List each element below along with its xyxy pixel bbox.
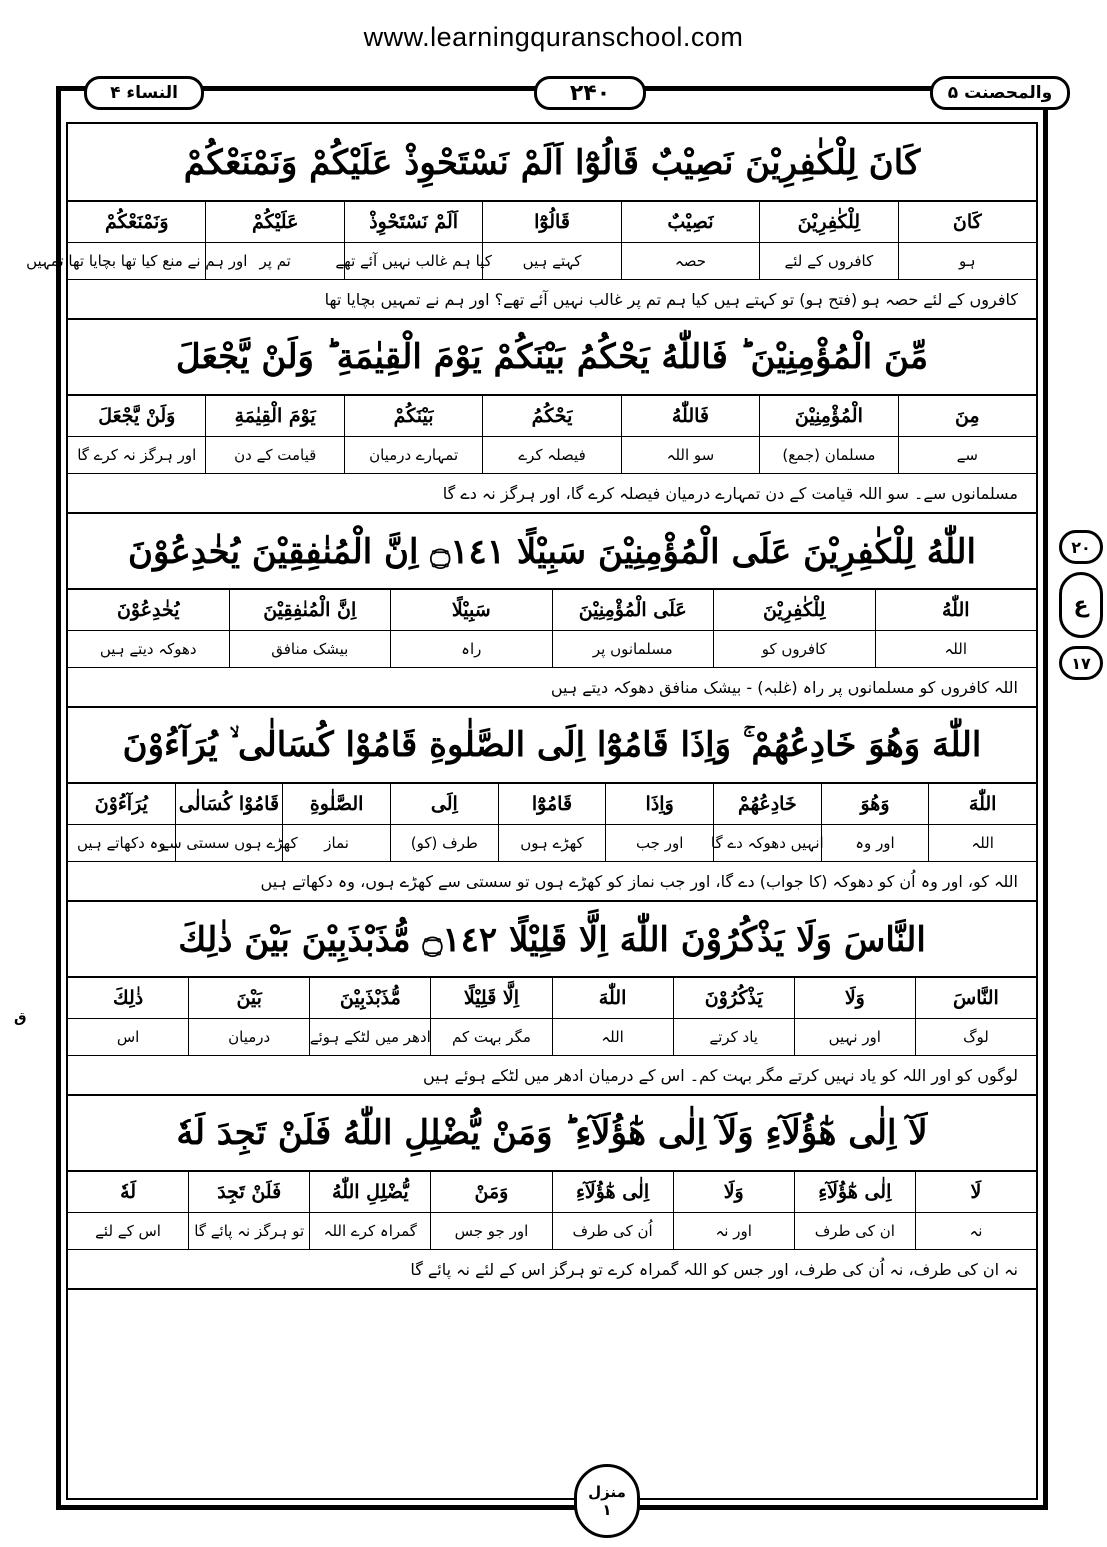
urdu-meaning-cell: مگر بہت کم [430,1019,551,1055]
urdu-meaning-cell: اور نہ [673,1213,794,1249]
urdu-meaning-cell: کیا ہم غالب نہیں آئے تھے [344,243,482,279]
urdu-meaning-cell: مسلمانوں پر [552,631,714,667]
meaning-row [68,631,1036,668]
arabic-word-cell: لَهٗ [120,1181,137,1203]
urdu-meaning-cell: اور جب [605,825,713,861]
urdu-meaning-cell: راہ [390,631,552,667]
word-row [68,202,1036,243]
urdu-meaning-cell: طرف (کو) [390,825,498,861]
meaning-row [68,825,1036,862]
arabic-word-cell: يُرَآءُوْنَ [94,793,148,815]
arabic-word-cell: النَّاسَ [915,978,1036,1018]
urdu-meaning-cell: تمہارے درمیان [344,437,482,473]
word-row [68,590,1036,631]
arabic-word-cell: اِلَى [390,784,498,824]
arabic-word-cell: مُّذَبْذَبِيْنَ [309,978,430,1018]
ayah-line: لَآ اِلٰى هٰٓؤُلَآءِ وَلَآ اِلٰى هٰٓؤُلَآءِ ؕ وَمَنْ يُّضْلِلِ اللّٰهُ فَلَنْ تَجِدَ لَهٗ [68,1096,1036,1172]
arabic-word-cell: الصَّلٰوةِ [282,784,390,824]
arabic-word-cell: اللّٰهَ [552,978,673,1018]
side-marker-bottom: ۱۷ [1059,646,1103,680]
urdu-meaning-cell: اور نہیں [794,1019,915,1055]
word-row [68,396,1036,437]
urdu-meaning-cell: کافروں کو [713,631,875,667]
arabic-word-cell: يَحْكُمُ [482,396,620,436]
ayah-line: كَانَ لِلْكٰفِرِيْنَ نَصِيْبٌ قَالُوْٓا اَلَمْ نَسْتَحْوِذْ عَلَيْكُمْ وَنَمْنَعْكُمْ [68,126,1036,202]
urdu-meaning-cell: حصہ [621,243,759,279]
translation-line: مسلمانوں سے۔ سو اللہ قیامت کے دن تمہارے درمیان فیصلہ کرے گا، اور ہرگز نہ دے گا [68,474,1036,514]
urdu-meaning-cell: فیصلہ کرے [482,437,620,473]
verse-block [68,514,1036,708]
urdu-meaning-cell: اللہ [552,1019,673,1055]
waqf-margin-mark: ق [14,1010,27,1026]
arabic-word-cell: كَانَ [898,202,1036,242]
urdu-meaning-cell: کھڑے ہوں [498,825,606,861]
urdu-meaning-cell: قیامت کے دن [205,437,343,473]
verse-block [68,1096,1036,1290]
verse-block [68,320,1036,514]
site-url: www.learningquranschool.com [363,22,744,52]
arabic-word-cell: وَاِذَا [605,784,713,824]
ayah-line: مِّنَ الْمُؤْمِنِيْنَ ؕ فَاللّٰهُ يَحْكُمُ بَيْنَكُمْ يَوْمَ الْقِيٰمَةِ ؕ وَلَنْ يَّجْعَلَ [68,320,1036,396]
urdu-meaning-cell: اور ہم نے منع کیا تھا بچایا تھا تمہیں [26,252,248,270]
urdu-meaning-cell: یاد کرتے [673,1019,794,1055]
arabic-word-cell: قَامُوْٓا [498,784,606,824]
ayah-line: النَّاسَ وَلَا يَذْكُرُوْنَ اللّٰهَ اِلَّا قَلِيْلًا ۝١٤٢ مُّذَبْذَبِيْنَ بَيْنَ ذٰلِكَ [68,902,1036,978]
arabic-word-cell: اِلٰى هٰٓؤُلَآءِ [794,1172,915,1212]
urdu-meaning-cell: ہو [898,243,1036,279]
urdu-meaning-cell: کہتے ہیں [482,243,620,279]
arabic-word-cell: وَلَا [673,1172,794,1212]
urdu-meaning-cell: اللہ [875,631,1037,667]
urdu-meaning-cell: اس کے لئے [95,1222,161,1240]
urdu-meaning-cell: وہ دکھاتے ہیں [77,834,166,852]
arabic-word-cell: اَلَمْ نَسْتَحْوِذْ [344,202,482,242]
urdu-meaning-cell: اور وہ [821,825,929,861]
ayah-line: اللّٰهُ لِلْكٰفِرِيْنَ عَلَى الْمُؤْمِنِيْنَ سَبِيْلًا ۝١٤١ اِنَّ الْمُنٰفِقِيْنَ يُخٰدِعُوْنَ [68,514,1036,590]
meaning-row [68,1019,1036,1056]
arabic-word-cell: لِلْكٰفِرِيْنَ [713,590,875,630]
arabic-word-cell: لِلْكٰفِرِيْنَ [759,202,897,242]
manzil-marker [574,1464,640,1538]
urdu-meaning-cell: انہیں دھوکہ دے گا [713,825,821,861]
arabic-word-cell: اِلٰى هٰٓؤُلَآءِ [552,1172,673,1212]
manzil-number: ۱ [602,1501,612,1519]
page-number: ۲۴۰ [534,76,646,110]
verse-block [68,902,1036,1096]
meaning-row [68,1213,1036,1250]
urdu-meaning-cell: کھڑے ہوں سستی سے [175,825,283,861]
arabic-word-cell: سَبِيْلًا [390,590,552,630]
urdu-meaning-cell: اور جو جس [430,1213,551,1249]
word-row [68,784,1036,825]
urdu-meaning-cell: ادھر میں لٹکے ہوئے [309,1019,430,1055]
urdu-meaning-cell: کافروں کے لئے [759,243,897,279]
arabic-word-cell: يُّضْلِلِ اللّٰهُ [309,1172,430,1212]
arabic-word-cell: فَلَنْ تَجِدَ [188,1172,309,1212]
arabic-word-cell: بَيْنَ [188,978,309,1018]
translation-line: کافروں کے لئے حصہ ہو (فتح ہو) تو کہتے ہیں کیا ہم تم پر غالب نہیں آئے تھے؟ اور ہم نے تمہیں بچایا تھا [68,280,1036,320]
urdu-meaning-cell: اس [116,1028,140,1046]
arabic-word-cell: وَهُوَ [821,784,929,824]
arabic-word-cell: وَلَا [794,978,915,1018]
meaning-row [26,243,1036,280]
arabic-word-cell: نَصِيْبٌ [621,202,759,242]
meaning-row [68,437,1036,474]
arabic-word-cell: وَنَمْنَعْكُمْ [105,211,169,233]
urdu-meaning-cell: ان کی طرف [794,1213,915,1249]
word-row [68,978,1036,1019]
juz-name-label: والمحصنت ۵ [930,76,1070,110]
urdu-meaning-cell: مسلمان (جمع) [759,437,897,473]
translation-line: اللہ کو، اور وہ اُن کو دھوکہ (کا جواب) دے گا، اور جب نماز کو کھڑے ہوں تو سستی سے کھڑے ہوں، وہ دکھاتے ہیں [68,862,1036,902]
arabic-word-cell: لَا [915,1172,1036,1212]
urdu-meaning-cell: نہ [915,1213,1036,1249]
arabic-word-cell: يَذْكُرُوْنَ [673,978,794,1018]
arabic-word-cell: وَمَنْ [430,1172,551,1212]
translation-line: لوگوں کو اور اللہ کو یاد نہیں کرتے مگر بہت کم۔ اس کے درمیان ادھر میں لٹکے ہوئے ہیں [68,1056,1036,1096]
urdu-meaning-cell: لوگ [915,1019,1036,1055]
arabic-word-cell: اِلَّا قَلِيْلًا [430,978,551,1018]
urdu-meaning-cell: درمیان [188,1019,309,1055]
ayah-line: اللّٰهَ وَهُوَ خَادِعُهُمْ ۚ وَاِذَا قَامُوْٓا اِلَى الصَّلٰوةِ قَامُوْا كُسَالٰى ۙ يُرَآءُوْنَ [68,708,1036,784]
arabic-word-cell: عَلَى الْمُؤْمِنِيْنَ [552,590,714,630]
manzil-label: منزل [588,1483,626,1501]
urdu-meaning-cell: گمراہ کرے اللہ [309,1213,430,1249]
arabic-word-cell: مِنَ [898,396,1036,436]
quran-page-content [26,126,1036,1290]
arabic-word-cell: الْمُؤْمِنِيْنَ [759,396,897,436]
urdu-meaning-cell: تم پر [205,243,343,279]
urdu-meaning-cell: سے [898,437,1036,473]
arabic-word-cell: ذٰلِكَ [112,987,144,1009]
arabic-word-cell: عَلَيْكُمْ [205,202,343,242]
arabic-word-cell: خَادِعُهُمْ [713,784,821,824]
urdu-meaning-cell: سو اللہ [621,437,759,473]
urdu-meaning-cell: اور ہرگز نہ کرے گا [77,446,197,464]
urdu-meaning-cell: تو ہرگز نہ پائے گا [188,1213,309,1249]
urdu-meaning-cell: اللہ [928,825,1036,861]
arabic-word-cell: قَالُوْٓا [482,202,620,242]
verse-block [68,708,1036,902]
side-marker-top: ۲۰ [1059,530,1103,564]
arabic-word-cell: اِنَّ الْمُنٰفِقِيْنَ [229,590,391,630]
ruku-marker: ع [1059,572,1103,638]
arabic-word-cell: يَوْمَ الْقِيٰمَةِ [205,396,343,436]
urdu-meaning-cell: بیشک منافق [229,631,391,667]
arabic-word-cell: اللّٰهُ [875,590,1037,630]
word-row [68,1172,1036,1213]
arabic-word-cell: اللّٰهَ [928,784,1036,824]
translation-line: نہ ان کی طرف، نہ اُن کی طرف، اور جس کو اللہ گمراہ کرے تو ہرگز اس کے لئے نہ پائے گا [68,1250,1036,1290]
arabic-word-cell: بَيْنَكُمْ [344,396,482,436]
urdu-meaning-cell: اُن کی طرف [552,1213,673,1249]
arabic-word-cell: فَاللّٰهُ [621,396,759,436]
urdu-meaning-cell: نماز [282,825,390,861]
verse-block [26,126,1036,320]
surah-name-label: النساء ۴ [84,76,204,110]
urdu-meaning-cell: دھوکہ دیتے ہیں [99,640,197,658]
arabic-word-cell: قَامُوْا كُسَالٰى [175,784,283,824]
arabic-word-cell: يُخٰدِعُوْنَ [116,599,180,621]
arabic-word-cell: وَلَنْ يَّجْعَلَ [98,405,176,427]
translation-line: اللہ کافروں کو مسلمانوں پر راہ (غلبہ) - بیشک منافق دھوکہ دیتے ہیں [68,668,1036,708]
